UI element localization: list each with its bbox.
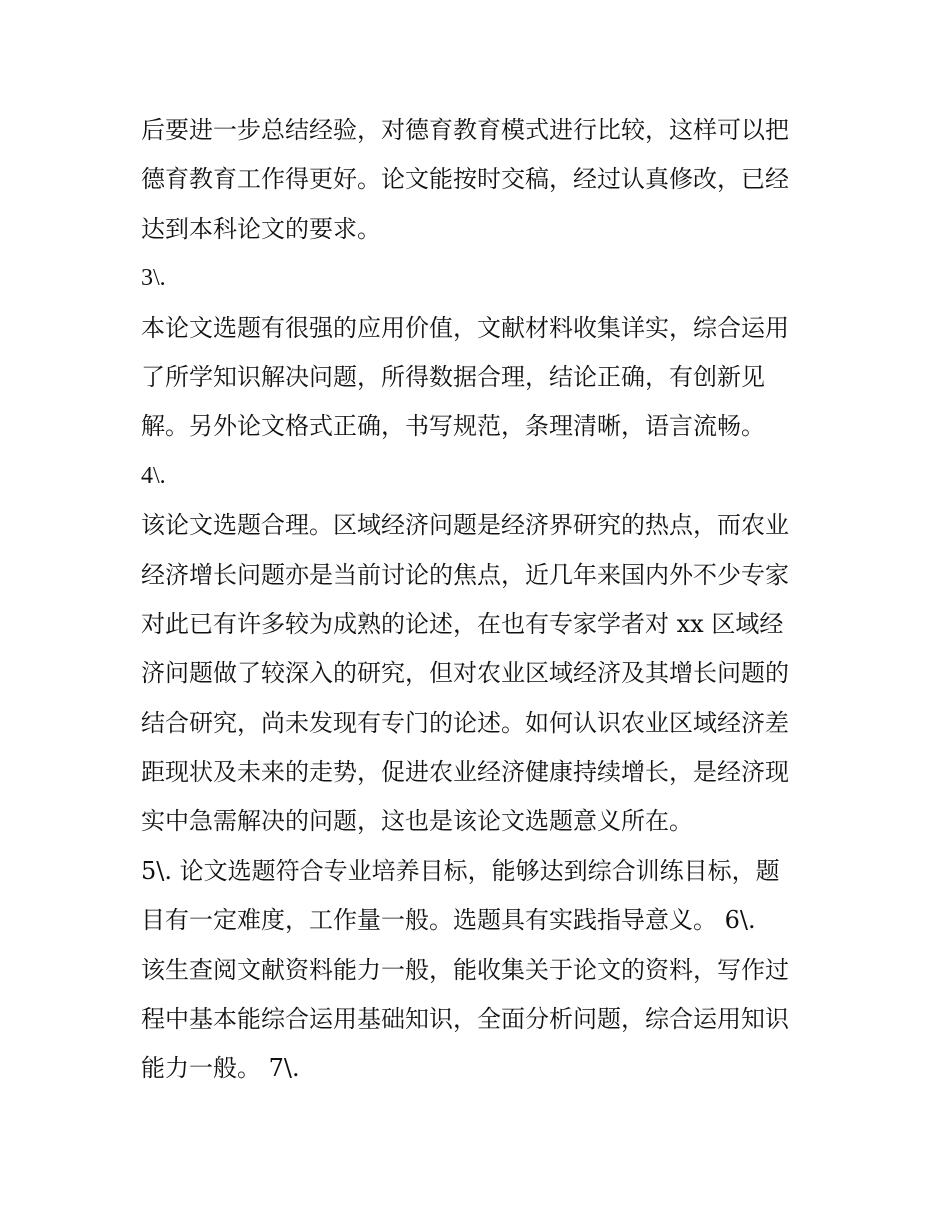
text-line-13: 结合研究，尚未发现有专门的论述。如何认识农业区域经济差: [141, 708, 789, 737]
text-line-3: 达到本科论文的要求。: [141, 214, 381, 243]
text-line-6: 了所学知识解决问题，所得数据合理，结论正确，有创新见: [141, 362, 765, 391]
text-line-11: 对此已有许多较为成熟的论述，在也有专家学者对 xx 区域经: [141, 609, 784, 638]
text-line-9: 该论文选题合理。区域经济问题是经济界研究的热点，而农业: [141, 511, 789, 540]
text-line-2: 德育教育工作得更好。论文能按时交稿，经过认真修改，已经: [141, 165, 789, 194]
text-line-7: 解。另外论文格式正确，书写规范，条理清晰，语言流畅。: [141, 412, 765, 441]
text-line-15: 实中急需解决的问题，这也是该论文选题意义所在。: [141, 807, 693, 836]
document-body: [141, 106, 821, 1094]
text-line-5: 本论文选题有很强的应用价值，文献材料收集详实，综合运用: [141, 313, 789, 342]
text-line-10: 经济增长问题亦是当前讨论的焦点，近几年来国内外不少专家: [141, 560, 789, 589]
item-number-3: 3\.: [141, 265, 166, 292]
item-number-4: 4\.: [141, 462, 166, 489]
text-line-14: 距现状及未来的走势，促进农业经济健康持续增长，是经济现: [141, 758, 789, 787]
text-line-19: 程中基本能综合运用基础知识，全面分析问题，综合运用知识: [141, 1005, 789, 1034]
text-line-1: 后要进一步总结经验，对德育教育模式进行比较，这样可以把: [141, 116, 789, 144]
text-line-12: 济问题做了较深入的研究，但对农业区域经济及其增长问题的: [141, 659, 789, 688]
text-line-18: 该生查阅文献资料能力一般，能收集关于论文的资料，写作过: [141, 955, 789, 984]
text-line-17: 目有一定难度，工作量一般。选题具有实践指导意义。 6\.: [141, 906, 756, 935]
text-line-16: 5\. 论文选题符合专业培养目标，能够达到综合训练目标，题: [141, 856, 780, 885]
text-line-20: 能力一般。 7\.: [141, 1054, 300, 1083]
